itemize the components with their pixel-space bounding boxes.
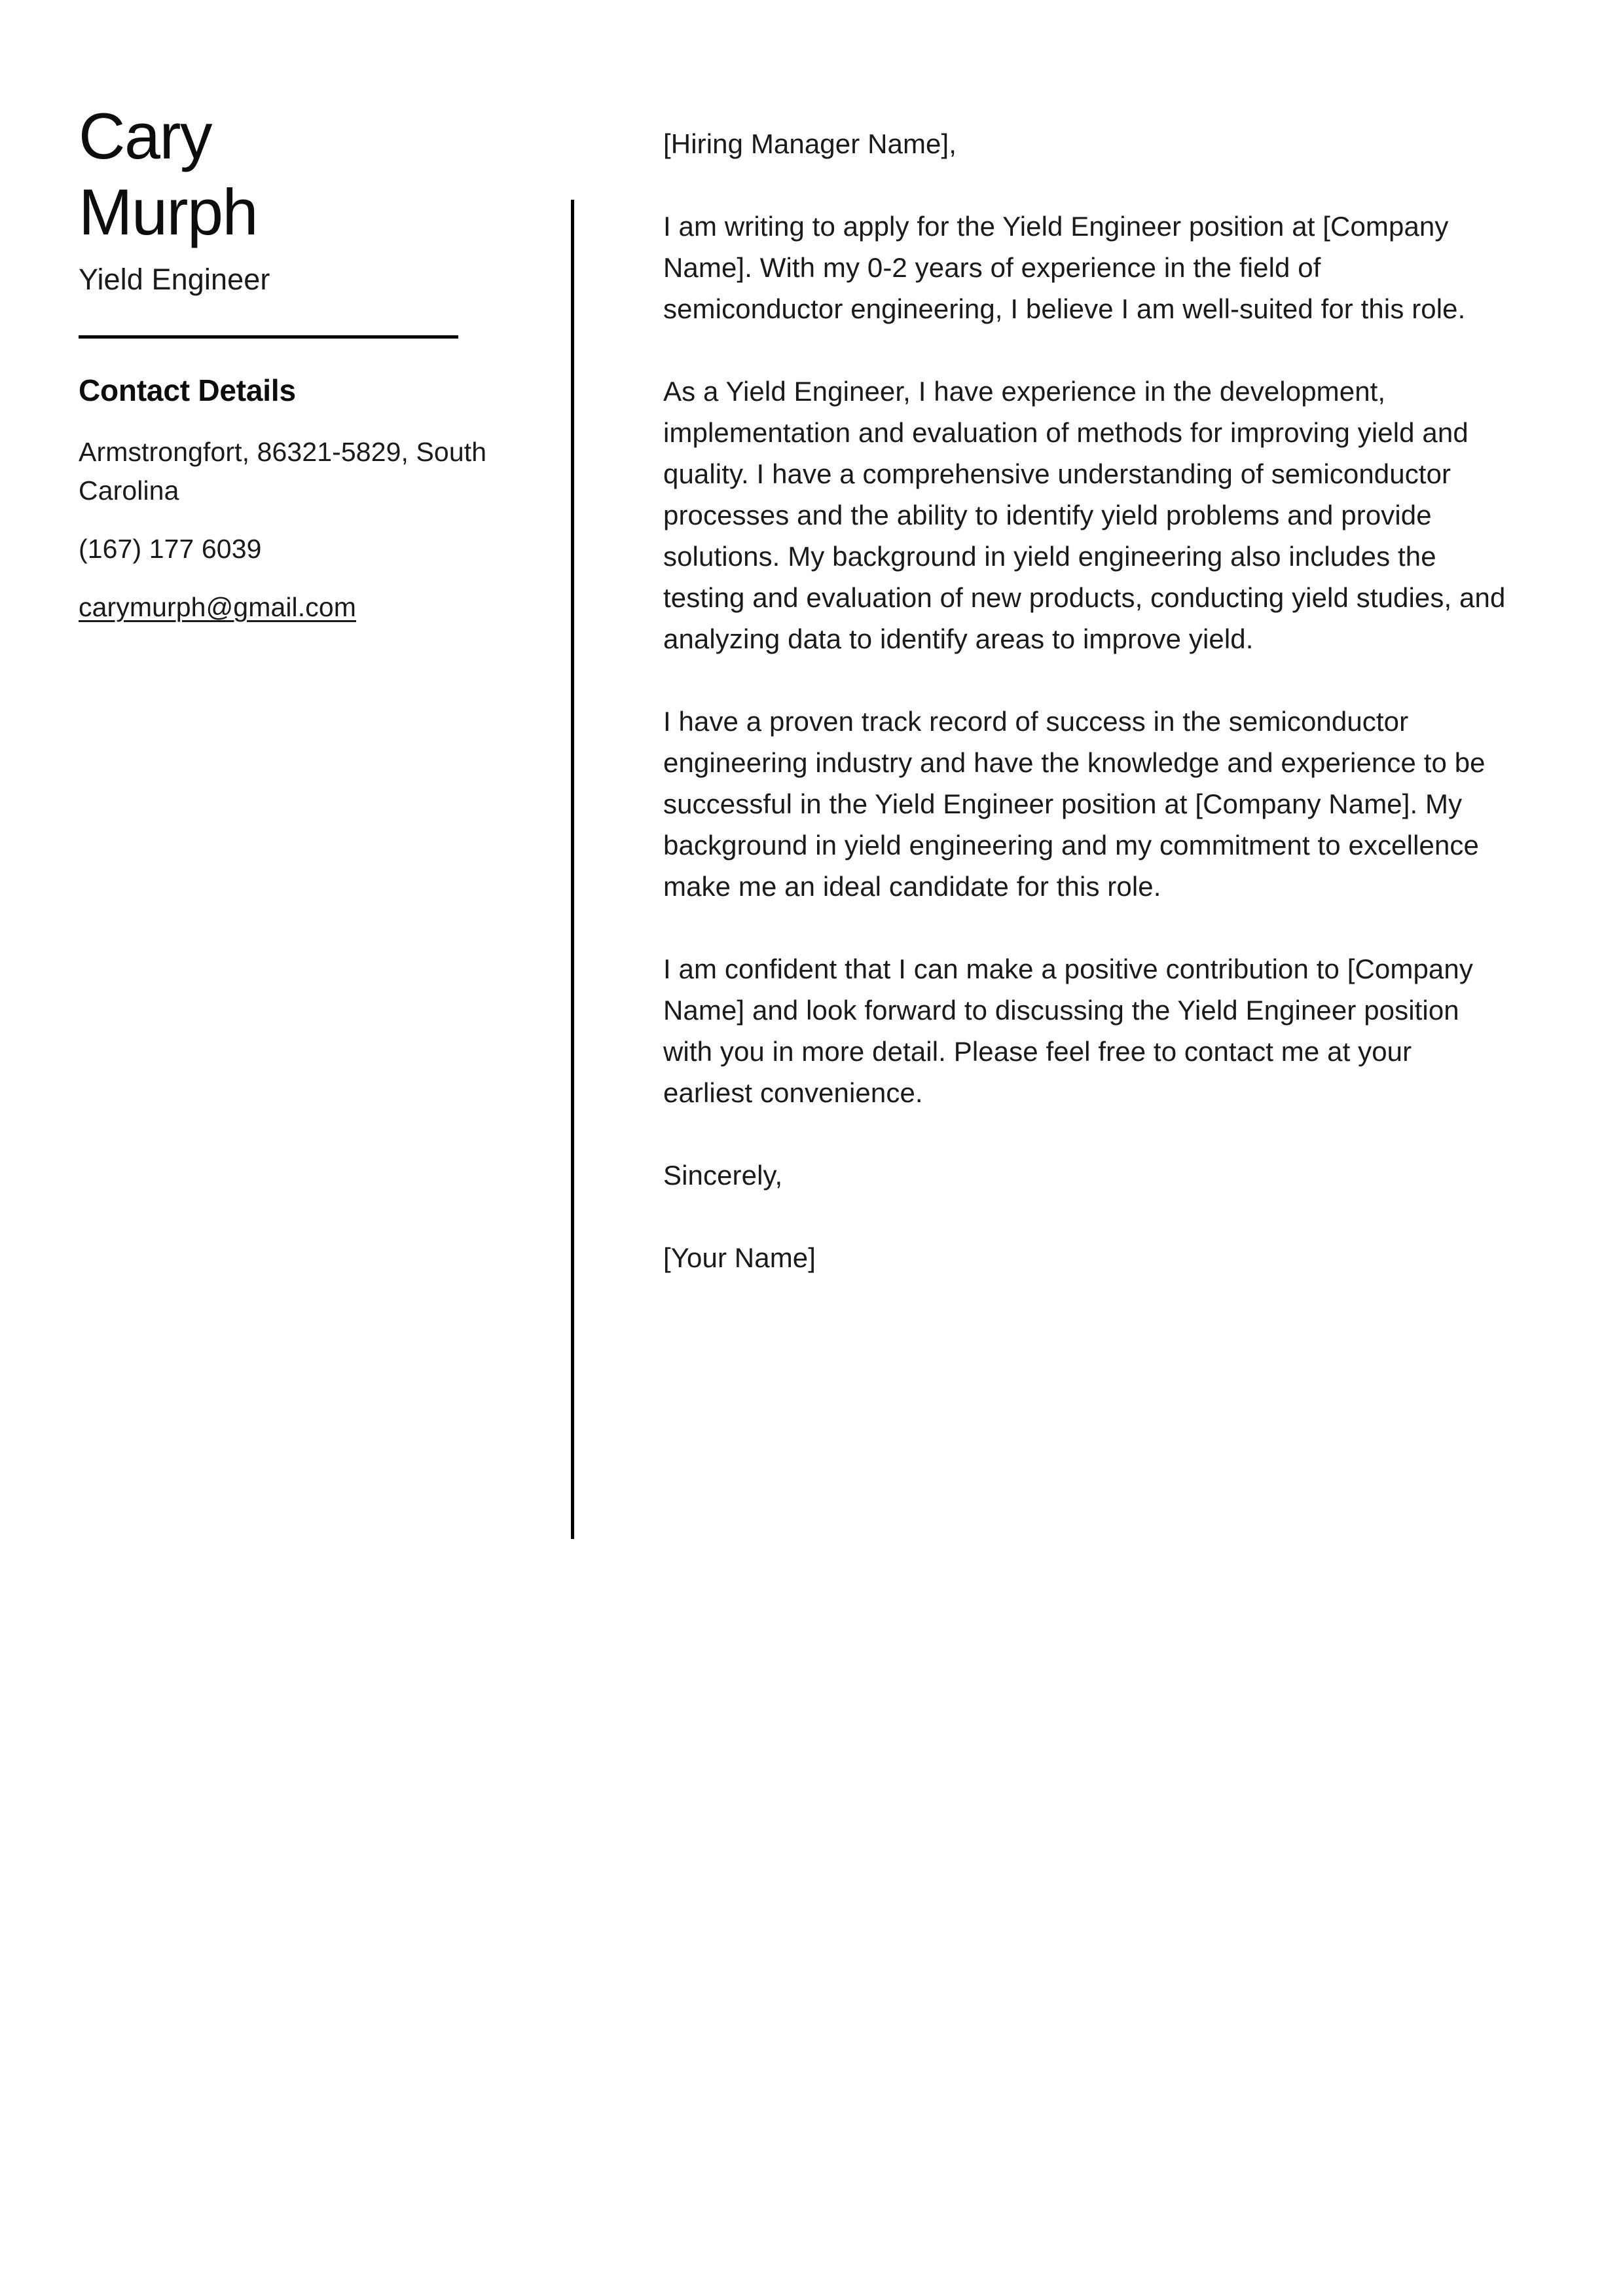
candidate-job-title: Yield Engineer	[79, 262, 270, 296]
contact-details-heading: Contact Details	[79, 373, 296, 407]
letter-paragraph-4: I am confident that I can make a positive contribution to [Company Name] and look forward to discussing the Yield Engineer position with you in more detail. Please feel free to contact me at your earliest convenience.	[663, 954, 1473, 1108]
contact-details-list	[79, 433, 498, 627]
letter-signature: [Your Name]	[663, 1242, 816, 1273]
candidate-last-name: Murph	[79, 175, 258, 248]
letter-paragraph-2: As a Yield Engineer, I have experience in the development, implementation and evaluation of methods for improving yield and quality. I have a comprehensive understanding of semiconductor processes and the ability to identify yield problems and provide solutions. My background in yield engineering also includes the testing and evaluation of new products, conducting yield studies, and analyzing data to identify areas to improve yield.	[663, 376, 1506, 654]
contact-address: Armstrongfort, 86321-5829, South Carolina	[79, 436, 487, 506]
contact-phone[interactable]: (167) 177 6039	[79, 533, 262, 564]
sidebar-divider	[79, 335, 458, 339]
column-divider	[571, 200, 574, 1539]
contact-email[interactable]: carymurph@gmail.com	[79, 591, 357, 622]
candidate-name	[79, 98, 498, 250]
candidate-first-name: Cary	[79, 100, 212, 172]
letter-paragraph-1: I am writing to apply for the Yield Engineer position at [Company Name]. With my 0-2 years of experience in the field of semiconductor engineering, I believe I am well-suited for this role.	[663, 211, 1466, 324]
letter-salutation: [Hiring Manager Name],	[663, 128, 957, 159]
sidebar	[79, 98, 498, 627]
letter-body	[663, 123, 1508, 1278]
letter-paragraph-3: I have a proven track record of success in the semiconductor engineering industry and have the knowledge and experience to be successful in the Yield Engineer position at [Company Name]. My background in yield engineering and my commitment to excellence make me an ideal candidate for this role.	[663, 706, 1486, 902]
letter-closing: Sincerely,	[663, 1160, 783, 1191]
